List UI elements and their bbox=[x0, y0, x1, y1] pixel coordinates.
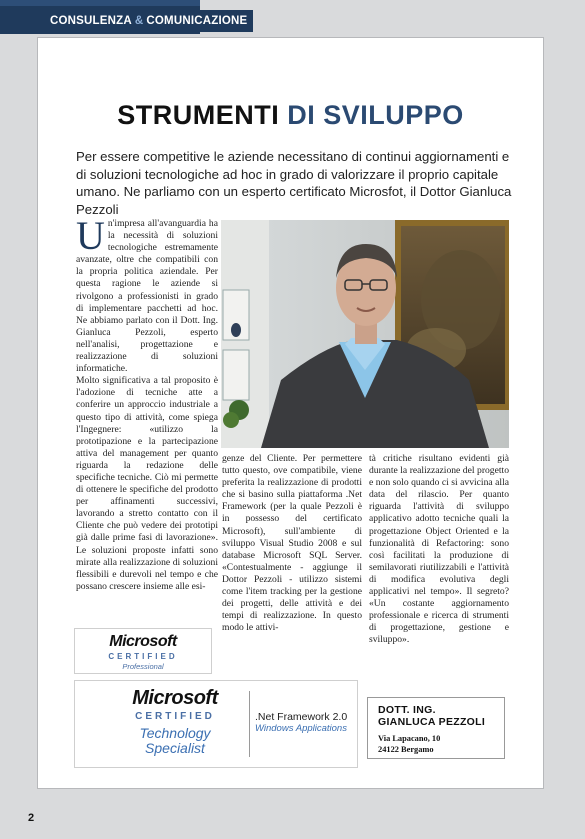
certified-label-large: CERTIFIED bbox=[135, 711, 215, 722]
section-right: COMUNICAZIONE bbox=[146, 15, 248, 27]
microsoft-certified-professional-badge bbox=[74, 628, 212, 674]
contact-title-2: GIANLUCA PEZZOLI bbox=[378, 716, 486, 728]
title-part2: DI SVILUPPO bbox=[287, 100, 464, 130]
specialist-label: Specialist bbox=[145, 740, 205, 756]
header-corner bbox=[0, 0, 200, 6]
page-number: 2 bbox=[28, 812, 35, 824]
badge-divider bbox=[249, 691, 250, 757]
article-title bbox=[38, 100, 543, 131]
article-lead: Per essere competitive le aziende necessitano di continui aggiornamenti e di soluzioni tecnologiche ad hoc in grado di valorizzare il proprio capitale umano. Ne parliamo con un esperto certificato Microsfot, il Dottor Gianluca Pezzoli bbox=[76, 149, 512, 217]
microsoft-logo-large: Microsoft bbox=[132, 687, 218, 709]
section-amp: & bbox=[134, 15, 144, 27]
section-tag bbox=[44, 10, 253, 32]
portrait-photo bbox=[221, 220, 509, 448]
column-1-text: n'impresa all'avanguardia ha la necessità di soluzioni tecnologiche estremamente avanzate, oltre che compatibili con la propria politica aziendale. Per questa ragione le aziende si rivolgono a professionisti in grado di implementare pacchetti ad hoc. Ne abbiamo parlato con il Dott. Ing. Gianluca Pezzoli, esperto nell'analisi, progettazione e realizzazione di soluzioni informatiche. bbox=[76, 218, 218, 375]
contact-address bbox=[378, 734, 494, 755]
net-framework-label bbox=[255, 711, 347, 734]
net-framework-subtitle: Windows Applications bbox=[255, 723, 347, 734]
technology-label: Technology bbox=[139, 725, 211, 741]
portrait-illustration bbox=[221, 220, 509, 448]
net-framework-title: .Net Framework 2.0 bbox=[255, 711, 348, 723]
article-page bbox=[37, 37, 544, 789]
drop-cap: U bbox=[76, 213, 105, 258]
contact-box bbox=[367, 697, 505, 759]
section-left: CONSULENZA bbox=[50, 15, 132, 27]
professional-label: Professional bbox=[122, 662, 164, 671]
microsoft-logo-small: Microsoft bbox=[109, 633, 177, 650]
article-column-2: genze del Cliente. Per permettere tutto questo, ove compatibile, viene preferita la realizzazione di prodotti che si basino sulla piattaforma .Net Framework (per la quale Pezzoli è in possesso del certificato Microsoft), sull'ambiente di sviluppo Visual Studio 2008 e sul database Microsoft SQL Server. «Contestualmente - aggiunge il Dottor Pezzoli - utilizzo sistemi come l'item tracking per la gestione dei progetti, delle attività e dei tempi di realizzazione. In questo modo le attivi- bbox=[222, 453, 362, 634]
microsoft-certified-technology-specialist-badge bbox=[74, 680, 358, 768]
column-1-text-b: Molto significativa a tal proposito è l'adozione di tecniche atte a conferire un approccio industriale a questo tipo di attività, come spiega l'Ingegnere: «utilizzo la prototipazione e la partecipazione attiva del management per quanto riguarda la redazione delle specifiche tecniche. Ciò mi permette di ottenere le specifiche del prodotto per affinamenti successivi, lavorando a stretto contatto con il Cliente che può vedere dei prototipi già dalle prime fasi di lavorazione». Le soluzioni proposte infatti sono mirate alla realizzazione di soluzioni flessibili e durevoli nel tempo e che possano crescere insieme alle esi- bbox=[76, 375, 218, 592]
article-column-1 bbox=[76, 213, 218, 593]
certified-label-small: CERTIFIED bbox=[108, 652, 178, 661]
contact-title-1: DOTT. ING. bbox=[378, 704, 436, 716]
contact-city: 24122 Bergamo bbox=[378, 744, 434, 754]
article-column-3: tà critiche risultano evidenti già durante la realizzazione del progetto e non solo quando ci si avvicina alla data del rilascio. Per quanto riguarda l'attività di sviluppo applicativo adotto tecniche quali la progettazione Object Oriented e la funzionalità di Refactoring: sono così facilitati la produzione di semilavorati riutilizzabili e l'attività di modifica evolutiva degli applicativi nel tempo». Il segreto? «Un costante aggiornamento professionale e ricerca di strumenti di progettazione, gestione e sviluppo». bbox=[369, 453, 509, 646]
title-part1: STRUMENTI bbox=[117, 100, 280, 130]
contact-street: Via Lapacano, 10 bbox=[378, 734, 441, 743]
